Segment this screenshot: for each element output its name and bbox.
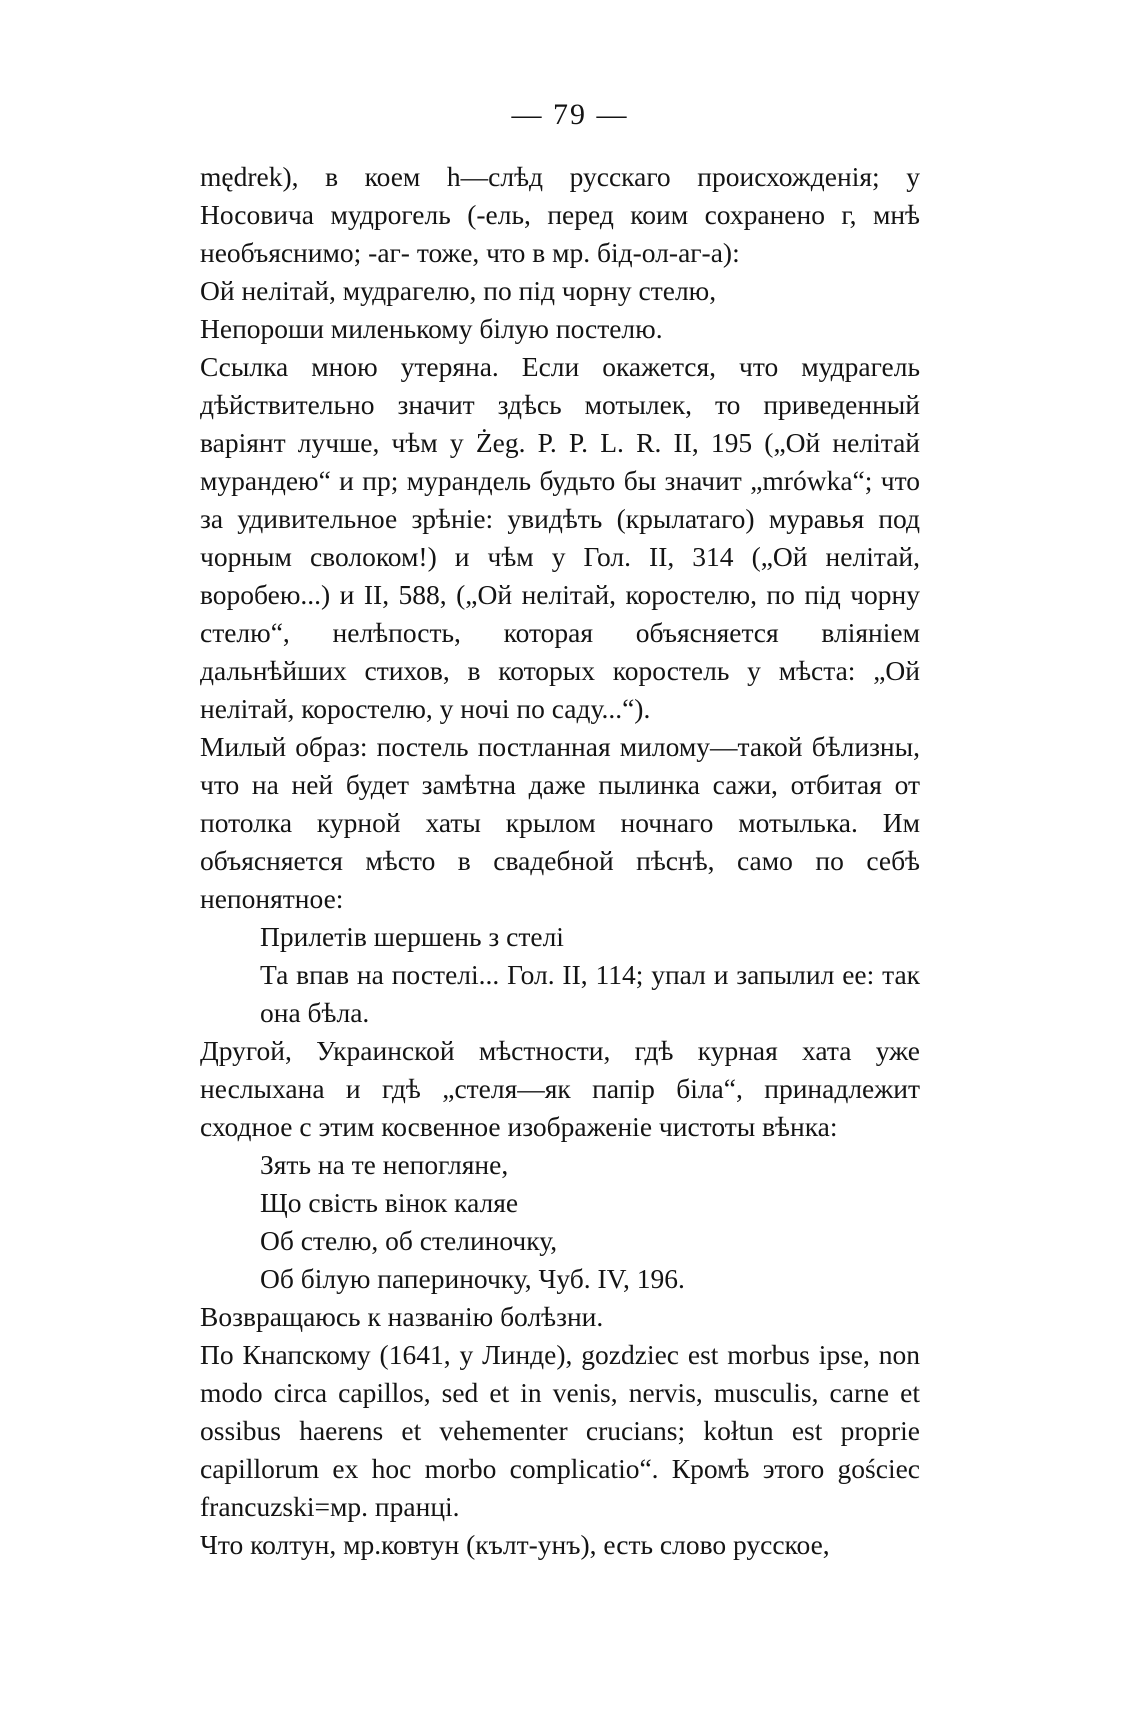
paragraph-4: Другой, Украинской мѣстности, гдѣ курная хата уже неслыхана и гдѣ „стеля—як папір біла“, принадлежит сходное с этим косвенное изображеніе чистоты вѣнка: xyxy=(200,1035,920,1142)
verse-2-line-1: Прилетів шершень з стелі xyxy=(260,921,564,952)
verse-3-line-4: Об білую папериночку, Чуб. IV, 196. xyxy=(260,1263,685,1294)
verse-3-line-2: Що свість вінок каляе xyxy=(260,1187,519,1218)
paragraph-6: По Кнапскому (1641, у Линде), gozdziec est morbus ipse, non modo circa capillos, sed et in venis, nervis, musculis, carne et ossibus haerens et vehementer crucians; kołtun est proprie capillorum ex hoc morbo complicatio“. Кромѣ этого gościec francuzski=мр. пранці. xyxy=(200,1339,920,1522)
paragraph-5: Возвращаюсь к названію болѣзни. xyxy=(200,1301,604,1332)
verse-1-line-2: Непороши миленькому білую постелю. xyxy=(200,313,663,344)
verse-2-tail: упал и запылил ее: так она бѣла. xyxy=(260,959,921,1028)
verse-3-line-1: Зять на те непогляне, xyxy=(260,1149,509,1180)
paragraph-1: mędrek), в коем h—слѣд русскаго происхожденія; у Носовича мудрогель (-ель, перед коим сохранено г, мнѣ необъяснимо; -аг- тоже, что в мр. бід-ол-аг-а): xyxy=(200,161,920,268)
verse-2-line-2-text: Та впав на постелі... Гол. II, 114; xyxy=(260,959,644,990)
verse-1-line-1: Ой нелітай, мудрагелю, по під чорну стелю, xyxy=(200,275,717,306)
verse-1 xyxy=(200,272,920,348)
verse-3-line-3: Об стелю, об стелиночку, xyxy=(260,1225,558,1256)
verse-3 xyxy=(200,1146,920,1298)
verse-2-line-2 xyxy=(200,956,920,1032)
paragraph-2: Ссылка мною утеряна. Если окажется, что мудрагель дѣйствительно значит здѣсь мотылек, то приведенный варіянт лучше, чѣм у Żeg. P. P. L. R. II, 195 („Ой нелітай мурандею“ и пр; мурандель будьто бы значит „mrówka“; что за удивительное зрѣніе: увидѣть (крылатаго) муравья под чорным сволоком!) и чѣм у Гол. II, 314 („Ой нелітай, воробею...) и II, 588, („Ой нелітай, коростелю, по під чорну стелю“, нелѣпость, которая объясняется вліяніем дальнѣйших стихов, в которых коростель у мѣста: „Ой нелітай, коростелю, у ночі по саду...“). xyxy=(200,351,920,724)
page-body xyxy=(200,158,920,1564)
verse-2 xyxy=(200,918,920,1032)
paragraph-3: Милый образ: постель постланная милому—такой бѣлизны, что на ней будет замѣтна даже пылинка сажи, отбитая от потолка курной хаты крылом ночнаго мотылька. Им объясняется мѣсто в свадебной пѣснѣ, само по себѣ непонятное: xyxy=(200,731,920,914)
paragraph-7: Что колтун, мр.ковтун (кълт-унъ), есть слово русское, xyxy=(200,1529,830,1560)
page-number: — 79 — xyxy=(511,98,629,131)
